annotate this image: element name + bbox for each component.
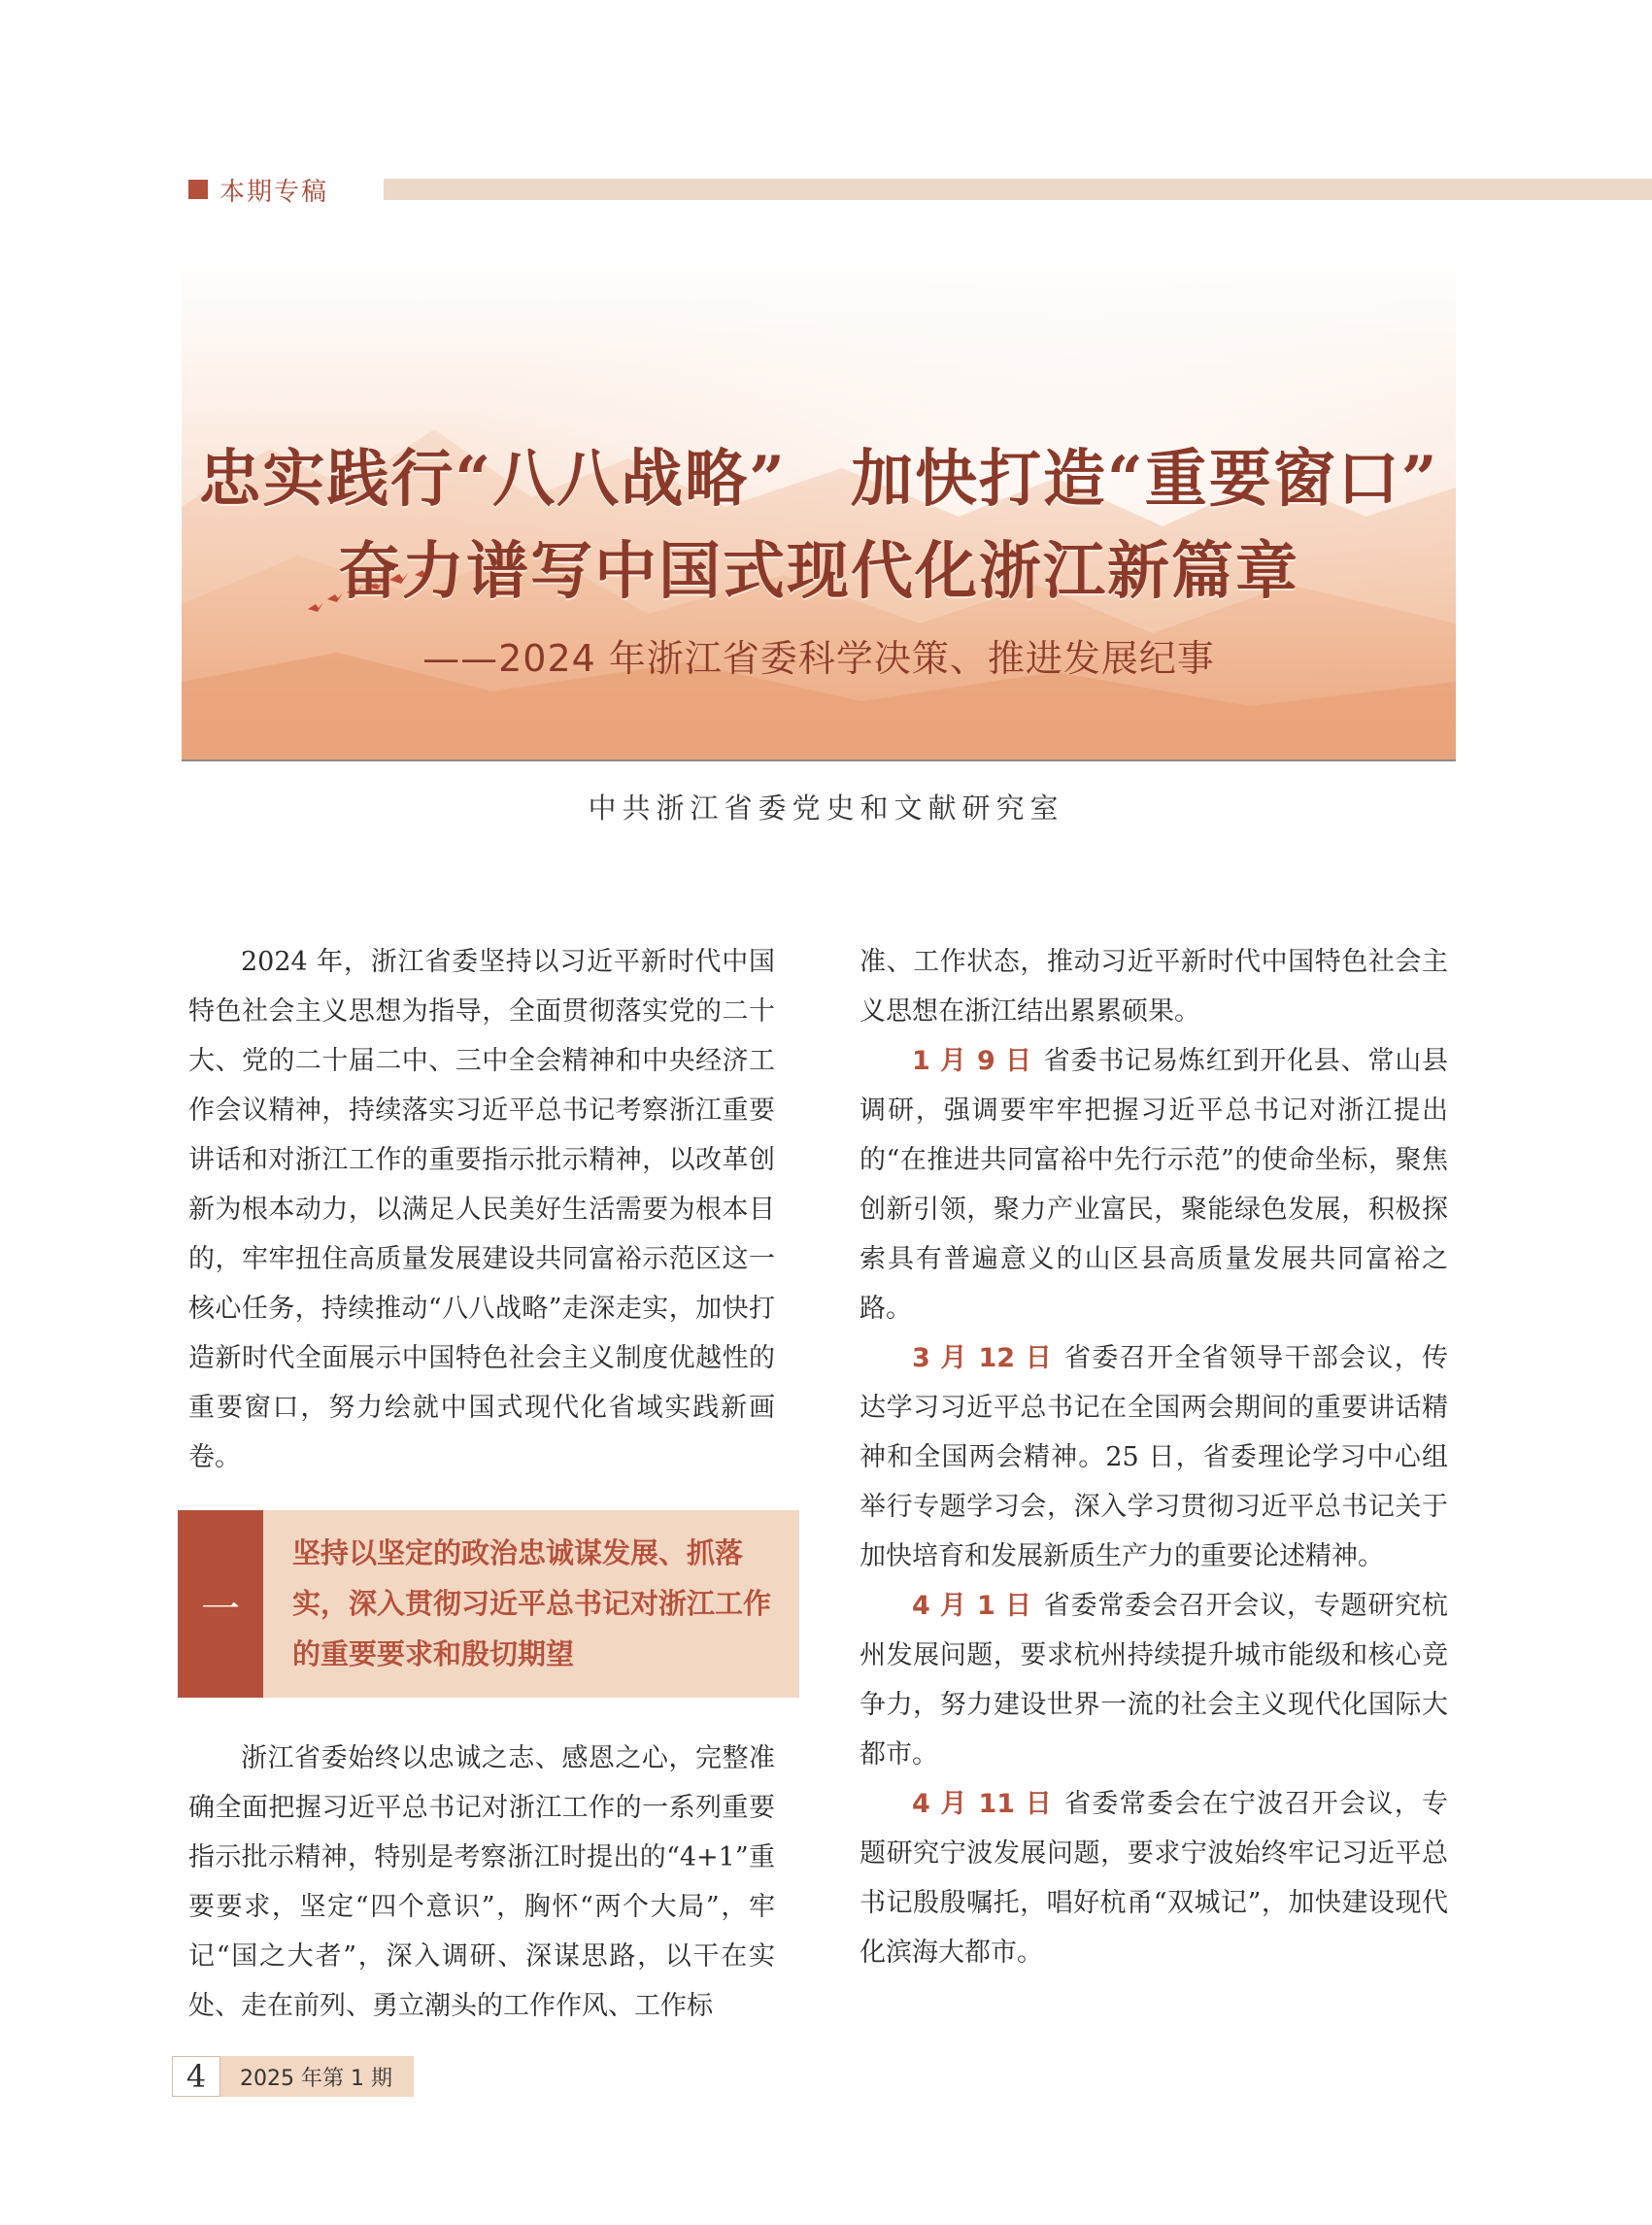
entry-date: 3 月 12 日 [912,1343,1054,1373]
entry-text: 省委召开全省领导干部会议，传达学习习近平总书记在全国两会期间的重要讲话精神和全国两会精神。25 日，省委理论学习中心组举行专题学习会，深入学习贯彻习近平总书记关于加快培育和发展新质生产力的重要论述精神。 [860,1343,1449,1571]
banner-divider [182,759,1456,761]
entry-paragraph [860,1779,1448,1977]
entry-date: 1 月 9 日 [912,1046,1032,1076]
section-heading: 坚持以坚定的政治忠诚谋发展、抓落实，深入贯彻习近平总书记对浙江工作的重要要求和殷切期望 [292,1536,772,1670]
issue-label: 2025 年第 1 期 [220,2056,414,2097]
entry-text: 省委常委会在宁波召开会议，专题研究宁波发展问题，要求宁波始终牢记习近平总书记殷殷嘱托，唱好杭甬“双城记”，加快建设现代化滨海大都市。 [860,1789,1449,1968]
page-number: 4 [172,2056,220,2097]
intro-paragraph: 2024 年，浙江省委坚持以习近平新时代中国特色社会主义思想为指导，全面贯彻落实党的二十大、党的二十届二中、三中全会精神和中央经济工作会议精神，持续落实习近平总书记考察浙江重要讲话和对浙江工作的重要指示批示精神，以改革创新为根本动力，以满足人民美好生活需要为根本目的，牢牢扭住高质量发展建设共同富裕示范区这一核心任务，持续推动“八八战略”走深走实，加快打造新时代全面展示中国特色社会主义制度优越性的重要窗口，努力绘就中国式现代化省域实践新画卷。 [188,947,775,1472]
continuation-paragraph: 准、工作状态，推动习近平新时代中国特色社会主义思想在浙江结出累累硕果。 [860,947,1448,1027]
section-header-bar [384,179,1652,200]
entry-paragraph [860,1333,1448,1581]
entry-text: 省委常委会召开会议，专题研究杭州发展问题，要求杭州持续提升城市能级和核心竞争力，努力建设世界一流的社会主义现代化国际大都市。 [860,1591,1448,1770]
intro-paragraph-block [188,937,775,1482]
main-title-line-2: 奋力谱写中国式现代化浙江新篇章 [338,535,1299,608]
section-paragraph-block [188,1734,775,2031]
entry-paragraph [860,1036,1448,1333]
page-footer [172,2056,414,2097]
right-column [860,937,1448,1977]
section-label: 本期专稿 [219,177,329,207]
section-header [188,175,329,207]
section-marker-square [188,180,208,199]
section-paragraph: 浙江省委始终以忠诚之志、感恩之心，完整准确全面把握习近平总书记对浙江工作的一系列重要指示批示精神，特别是考察浙江时提出的“4+1”重要要求，坚定“四个意识”，胸怀“两个大局”，牢记“国之大者”，深入调研、深谋思路，以干在实处、走在前列、勇立潮头的工作作风、工作标 [188,1743,775,2021]
author-byline: 中共浙江省委党史和文献研究室 [588,792,1064,825]
entry-paragraph [860,1581,1448,1779]
entry-date: 4 月 11 日 [912,1789,1054,1819]
title-banner [182,254,1456,759]
entry-text: 省委书记易炼红到开化县、常山县调研，强调要牢牢把握习近平总书记对浙江提出的“在推进共同富裕中先行示范”的使命坐标，聚焦创新引领，聚力产业富民，聚能绿色发展，积极探索具有普遍意义的山区县高质量发展共同富裕之路。 [860,1046,1448,1324]
section-number: 一 [201,1587,240,1632]
entry-date: 4 月 1 日 [912,1591,1032,1621]
section-heading-block [178,1510,799,1698]
main-title-line-1: 忠实践行“八八战略” 加快打造“重要窗口” [198,443,1439,516]
subtitle: ——2024 年浙江省委科学决策、推进发展纪事 [422,637,1215,680]
